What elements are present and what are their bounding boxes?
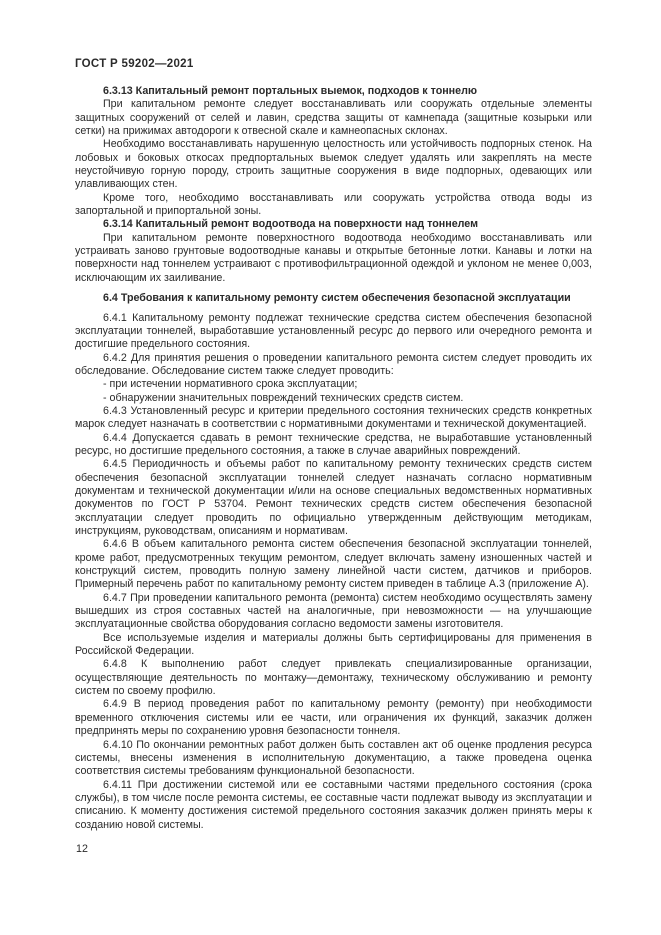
subclause-heading-6-3-13: 6.3.13 Капитальный ремонт портальных выемок, подходов к тоннелю [103, 85, 477, 97]
paragraph: Кроме того, необходимо восстанавливать или сооружать устройства отвода воды из запортальной и припортальной зоны. [75, 191, 592, 218]
paragraph: Все используемые изделия и материалы должны быть сертифицированы для применения в Российской Федерации. [75, 631, 592, 658]
paragraph-6-4-1: 6.4.1 Капитальному ремонту подлежат технические средства систем обеспечения безопасной эксплуатации тоннелей, выработавшие установленный ресурс до первого или очередного ремонта и достигшие предельного состояния. [75, 311, 592, 351]
paragraph-6-4-10: 6.4.10 По окончании ремонтных работ должен быть составлен акт об оценке продления ресурса системы, внесены изменения в исполнительную документацию, а также проведена оценка соответствия системы требованиям функциональной безопасности. [75, 738, 592, 778]
paragraph: Необходимо восстанавливать нарушенную целостность или устойчивость подпорных стенок. На лобовых и боковых откосах предпортальных выемок следует удалять или закреплять на месте неустойчивую горную породу, строить защитные сооружения в виде подпорных, одевающих или улавливающих стен. [75, 138, 592, 191]
paragraph-6-4-5: 6.4.5 Периодичность и объемы работ по капитальному ремонту технических средств систем обеспечения безопасной эксплуатации тоннелей следует назначать согласно нормативным документам и технической документации и/или на основе специальных ведомственных нормативных документов по ГОСТ Р 53704. Ремонт технических средств систем обеспечения безопасной эксплуатации следует проводить по официально утвержденным действующим методикам, инструкциям, руководствам, описаниям и нормативам. [75, 458, 592, 537]
paragraph-6-4-2: 6.4.2 Для принятия решения о проведении капитального ремонта систем следует проводить их обследование. Обследование систем также следует проводить: [75, 351, 592, 377]
list-item: - обнаружении значительных повреждений технических средств систем. [103, 391, 464, 404]
paragraph-6-4-7: 6.4.7 При проведении капитального ремонта (ремонта) систем необходимо осуществлять замену вышедших из строя составных частей на аналогичные, при невозможности — на улучшающие эксплуатационные свойства оборудования согласно ведомости замены изготовителя. [75, 591, 592, 631]
list-item: - при истечении нормативного срока эксплуатации; [103, 378, 358, 391]
subclause-heading-6-3-14: 6.3.14 Капитальный ремонт водоотвода на поверхности над тоннелем [103, 218, 478, 231]
paragraph-6-4-3: 6.4.3 Установленный ресурс и критерии предельного состояния технических средств конкретных марок следует назначать в соответствии с нормативными документами и технической документацией. [75, 404, 592, 431]
paragraph-6-4-6: 6.4.6 В объем капитального ремонта систем обеспечения безопасной эксплуатации тоннелей, кроме работ, предусмотренных текущим ремонтом, следует включать замену изношенных частей и конструкций систем, проводить полную замену линейной части систем, датчиков и приборов. Примерный перечень работ по капитальному ремонту систем приведен в таблице А.3 (приложение А). [75, 538, 592, 591]
document-body [75, 85, 592, 832]
paragraph-6-4-8: 6.4.8 К выполнению работ следует привлекать специализированные организации, осуществляющие деятельность по монтажу—демонтажу, техническому обслуживанию и ремонту систем по своему профилю. [75, 658, 592, 698]
paragraph-6-4-9: 6.4.9 В период проведения работ по капитальному ремонту (ремонту) при необходимости временного отключения системы или ее части, или ограничения их функций, заказчик должен предпринять меры по сохранению уровня безопасности тоннеля. [75, 698, 592, 738]
page-number: 12 [76, 843, 88, 855]
paragraph: При капитальном ремонте поверхностного водоотвода необходимо восстанавливать или устраивать заново грунтовые водоотводные канавы и открытые бетонные лотки. Канавы и лотки на поверхности над тоннелем устраивают с противофильтрационной одеждой и уклоном не менее 0,003, исключающим их заиливание. [75, 231, 592, 284]
paragraph-6-4-11: 6.4.11 При достижении системой или ее составными частями предельного состояния (срока службы), в том числе после ремонта системы, ее составные части подлежат выводу из эксплуатации и списанию. К моменту достижения системой предельного состояния заказчик должен принять меры к созданию новой системы. [75, 778, 592, 831]
section-heading-6-4: 6.4 Требования к капитальному ремонту систем обеспечения безопасной эксплуатации [103, 292, 571, 305]
paragraph-6-4-4: 6.4.4 Допускается сдавать в ремонт технические средства, не выработавшие установленный ресурс, но достигшие предельного состояния, а также в случае аварийных повреждений. [75, 431, 592, 457]
paragraph: При капитальном ремонте следует восстанавливать или сооружать отдельные элементы защитных сооружений от селей и лавин, средства защиты от камнепада (защитные козырьки или сетки) на прижимах автодороги к отвесной скале и камнеопасных склонах. [75, 98, 592, 138]
document-code-header: ГОСТ Р 59202—2021 [75, 58, 194, 70]
